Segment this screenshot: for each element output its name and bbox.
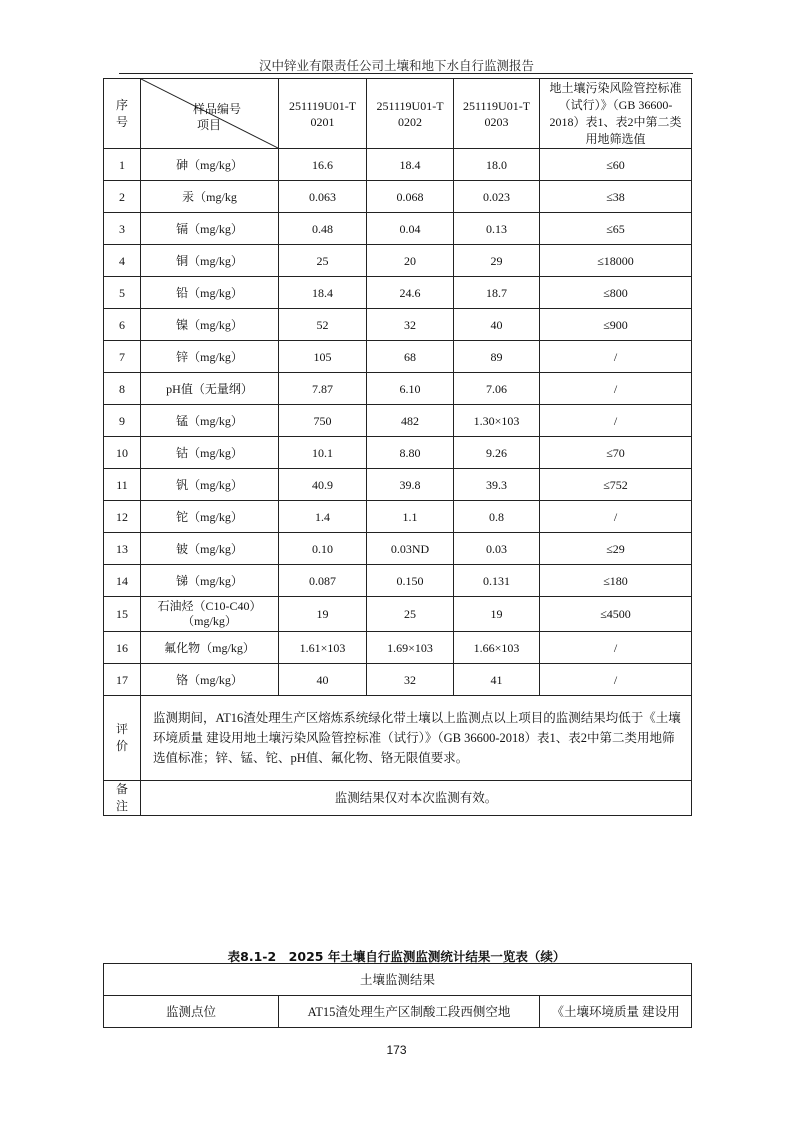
- row-number: 3: [104, 213, 141, 245]
- row-item: 钒（mg/kg）: [141, 469, 279, 501]
- row-sample-3: 0.03: [454, 533, 540, 565]
- row-sample-1: 10.1: [279, 437, 367, 469]
- row-sample-2: 6.10: [367, 373, 454, 405]
- table-row: [104, 437, 692, 469]
- table-row: [104, 277, 692, 309]
- row-sample-3: 29: [454, 245, 540, 277]
- row-item: 锰（mg/kg）: [141, 405, 279, 437]
- row-item: 锌（mg/kg）: [141, 341, 279, 373]
- row-sample-2: 20: [367, 245, 454, 277]
- row-number: 7: [104, 341, 141, 373]
- table-header-row: [104, 79, 692, 149]
- table-row: [104, 309, 692, 341]
- row-sample-2: 39.8: [367, 469, 454, 501]
- row-standard: ≤18000: [540, 245, 692, 277]
- row-number: 2: [104, 181, 141, 213]
- seq-header-text: 序号: [115, 97, 128, 129]
- row-item: 汞（mg/kg: [141, 181, 279, 213]
- table-row: [104, 373, 692, 405]
- row-number: 10: [104, 437, 141, 469]
- point-label: 监测点位: [104, 996, 279, 1028]
- row-standard: /: [540, 501, 692, 533]
- row-sample-3: 9.26: [454, 437, 540, 469]
- row-number: 13: [104, 533, 141, 565]
- row-sample-3: 0.8: [454, 501, 540, 533]
- row-number: 16: [104, 632, 141, 664]
- row-number: 12: [104, 501, 141, 533]
- row-sample-3: 1.30×103: [454, 405, 540, 437]
- row-sample-2: 1.1: [367, 501, 454, 533]
- remark-label-text: 备注: [115, 782, 128, 813]
- row-item: 石油烃（C10-C40）（mg/kg）: [141, 597, 279, 632]
- row-number: 5: [104, 277, 141, 309]
- row-item: 铍（mg/kg）: [141, 533, 279, 565]
- row-sample-2: 8.80: [367, 437, 454, 469]
- evaluation-row: [104, 696, 692, 781]
- row-sample-3: 0.131: [454, 565, 540, 597]
- row-sample-3: 40: [454, 309, 540, 341]
- table-row: [104, 533, 692, 565]
- evaluation-text: 监测期间，AT16渣处理生产区熔炼系统绿化带土壤以上监测点以上项目的监测结果均低于《土壤环境质量 建设用地土壤污染风险管控标准（试行）》（GB 36600-2018）表1、表2中第二类用地筛选值标准；锌、锰、铊、pH值、氟化物、铬无限值要求。: [141, 696, 692, 781]
- continuation-table-caption: 表8.1-2 2025 年土壤自行监测监测统计结果一览表（续）: [227, 949, 566, 964]
- row-standard: ≤38: [540, 181, 692, 213]
- row-item: 砷（mg/kg）: [141, 149, 279, 181]
- row-standard: /: [540, 664, 692, 696]
- row-sample-2: 0.04: [367, 213, 454, 245]
- row-sample-3: 19: [454, 597, 540, 632]
- row-standard: ≤800: [540, 277, 692, 309]
- row-sample-1: 1.4: [279, 501, 367, 533]
- row-standard: /: [540, 632, 692, 664]
- row-sample-1: 0.087: [279, 565, 367, 597]
- header-divider: [119, 73, 693, 74]
- row-number: 1: [104, 149, 141, 181]
- page-number: 173: [386, 1043, 407, 1057]
- row-sample-1: 16.6: [279, 149, 367, 181]
- row-sample-3: 41: [454, 664, 540, 696]
- section-title: 土壤监测结果: [104, 964, 692, 996]
- row-sample-1: 7.87: [279, 373, 367, 405]
- row-item: 铜（mg/kg）: [141, 245, 279, 277]
- row-standard: ≤29: [540, 533, 692, 565]
- row-sample-3: 18.0: [454, 149, 540, 181]
- row-sample-1: 52: [279, 309, 367, 341]
- table-row: [104, 469, 692, 501]
- standard-header: [540, 79, 692, 149]
- row-standard: ≤70: [540, 437, 692, 469]
- row-sample-1: 105: [279, 341, 367, 373]
- table-row: [104, 245, 692, 277]
- item-label: 项目: [197, 118, 222, 132]
- sample-number-label: 样品编号: [193, 102, 242, 116]
- soil-monitoring-table: [103, 78, 692, 816]
- row-item: 镉（mg/kg）: [141, 213, 279, 245]
- table-row: [104, 149, 692, 181]
- row-standard: ≤752: [540, 469, 692, 501]
- sample-header-1: [279, 79, 367, 149]
- table-row: [104, 597, 692, 632]
- row-sample-2: 0.03ND: [367, 533, 454, 565]
- sample-header-3: [454, 79, 540, 149]
- remark-label: [104, 781, 141, 816]
- row-sample-2: 0.068: [367, 181, 454, 213]
- row-sample-2: 482: [367, 405, 454, 437]
- row-sample-1: 18.4: [279, 277, 367, 309]
- row-sample-2: 25: [367, 597, 454, 632]
- row-sample-1: 25: [279, 245, 367, 277]
- row-number: 9: [104, 405, 141, 437]
- row-sample-1: 40: [279, 664, 367, 696]
- diagonal-header-cell: [141, 79, 279, 149]
- row-item: 镍（mg/kg）: [141, 309, 279, 341]
- row-standard: ≤4500: [540, 597, 692, 632]
- table-row: [104, 213, 692, 245]
- row-sample-1: 1.61×103: [279, 632, 367, 664]
- row-standard: ≤900: [540, 309, 692, 341]
- standard-partial: 《土壤环境质量 建设用: [540, 996, 692, 1028]
- row-sample-2: 1.69×103: [367, 632, 454, 664]
- row-standard: /: [540, 341, 692, 373]
- table-row: [104, 565, 692, 597]
- row-standard: /: [540, 373, 692, 405]
- row-sample-2: 32: [367, 309, 454, 341]
- row-item: 铬（mg/kg）: [141, 664, 279, 696]
- sample-header-2: [367, 79, 454, 149]
- remark-row: [104, 781, 692, 816]
- row-sample-2: 24.6: [367, 277, 454, 309]
- row-item: 铊（mg/kg）: [141, 501, 279, 533]
- row-item: 氟化物（mg/kg）: [141, 632, 279, 664]
- report-header-title: 汉中锌业有限责任公司土壤和地下水自行监测报告: [258, 58, 534, 73]
- row-standard: /: [540, 405, 692, 437]
- sample-header-3-text: 251119U01-T0203: [462, 98, 531, 129]
- evaluation-label-text: 评价: [115, 722, 128, 753]
- row-sample-1: 19: [279, 597, 367, 632]
- row-sample-3: 39.3: [454, 469, 540, 501]
- evaluation-label: [104, 696, 141, 781]
- seq-header: [104, 79, 141, 149]
- point-value: AT15渣处理生产区制酸工段西侧空地: [279, 996, 540, 1028]
- continuation-table: [103, 963, 692, 1028]
- row-sample-2: 68: [367, 341, 454, 373]
- row-number: 15: [104, 597, 141, 632]
- table-row: [104, 341, 692, 373]
- remark-text: 监测结果仅对本次监测有效。: [141, 781, 692, 816]
- row-standard: ≤60: [540, 149, 692, 181]
- row-sample-1: 0.063: [279, 181, 367, 213]
- table-row: [104, 664, 692, 696]
- row-sample-1: 0.48: [279, 213, 367, 245]
- row-sample-3: 1.66×103: [454, 632, 540, 664]
- row-sample-3: 18.7: [454, 277, 540, 309]
- row-number: 4: [104, 245, 141, 277]
- row-sample-2: 32: [367, 664, 454, 696]
- row-number: 11: [104, 469, 141, 501]
- continuation-title-row: [104, 964, 692, 996]
- row-sample-1: 0.10: [279, 533, 367, 565]
- row-sample-1: 40.9: [279, 469, 367, 501]
- row-standard: ≤180: [540, 565, 692, 597]
- row-number: 8: [104, 373, 141, 405]
- row-sample-3: 0.023: [454, 181, 540, 213]
- table-row: [104, 181, 692, 213]
- table-row: [104, 501, 692, 533]
- standard-header-text: 地土壤污染风险管控标准（试行）》（GB 36600-2018）表1、表2中第二类用地筛选值: [549, 80, 682, 146]
- row-sample-3: 7.06: [454, 373, 540, 405]
- row-sample-3: 89: [454, 341, 540, 373]
- continuation-point-row: [104, 996, 692, 1028]
- row-sample-3: 0.13: [454, 213, 540, 245]
- row-number: 14: [104, 565, 141, 597]
- row-standard: ≤65: [540, 213, 692, 245]
- table-row: [104, 632, 692, 664]
- row-item: 钴（mg/kg）: [141, 437, 279, 469]
- sample-header-1-text: 251119U01-T0201: [288, 98, 357, 129]
- row-item: pH值（无量纲）: [141, 373, 279, 405]
- row-number: 6: [104, 309, 141, 341]
- sample-header-2-text: 251119U01-T0202: [376, 98, 444, 129]
- table-row: [104, 405, 692, 437]
- row-item: 铅（mg/kg）: [141, 277, 279, 309]
- row-sample-2: 18.4: [367, 149, 454, 181]
- row-sample-2: 0.150: [367, 565, 454, 597]
- row-item: 锑（mg/kg）: [141, 565, 279, 597]
- row-sample-1: 750: [279, 405, 367, 437]
- row-number: 17: [104, 664, 141, 696]
